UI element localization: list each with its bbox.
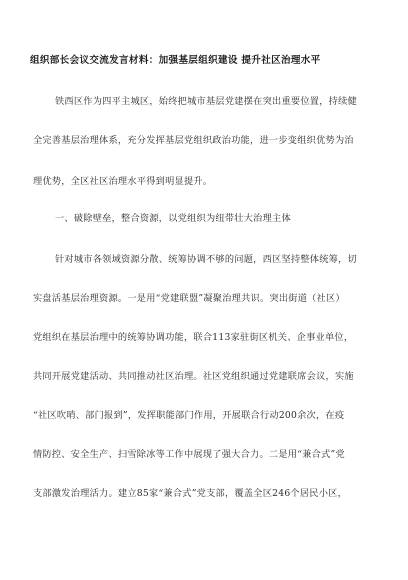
paragraph-2-line-5: “社区吹哨、部门报到”，发挥职能部门作用，开展联合行动200余次，在疫	[33, 410, 345, 421]
paragraph-1-line-2: 全完善基层治理体系，充分发挥基层党组织政治功能，进一步变组织优势为治	[33, 135, 354, 146]
paragraph-2-line-6: 情防控、安全生产、扫雪除冰等工作中展现了强大合力。二是用“兼合式”党	[33, 449, 345, 460]
document-title: 组织部长会议交流发言材料：加强基层组织建设 提升社区治理水平	[30, 55, 321, 66]
paragraph-2-line-7: 支部激发治理活力。建立85家“兼合式”党支部，覆盖全区246个居民小区，	[33, 488, 348, 499]
paragraph-2-line-4: 共同开展党建活动、共同推动社区治理。社区党组织通过党建联席会议，实施	[33, 371, 354, 382]
paragraph-1-line-1: 铁西区作为四平主城区，始终把城市基层党建摆在突出重要位置，持续健	[55, 96, 357, 107]
section-heading-1: 一、破除壁垒，整合资源，以党组织为纽带壮大治理主体	[55, 213, 291, 224]
paragraph-2-line-1: 针对城市各领域资源分散、统筹协调不够的问题，西区坚持整体统筹，切	[55, 254, 357, 265]
paragraph-2-line-2: 实盘活基层治理资源。一是用“党建联盟”凝聚治理共识。突出街道（社区）	[33, 293, 345, 304]
paragraph-2-line-3: 党组织在基层治理中的统筹协调功能，联合113家驻街区机关、企事业单位，	[33, 332, 354, 343]
paragraph-1-line-3: 理优势，全区社区治理水平得到明显提升。	[33, 176, 213, 187]
